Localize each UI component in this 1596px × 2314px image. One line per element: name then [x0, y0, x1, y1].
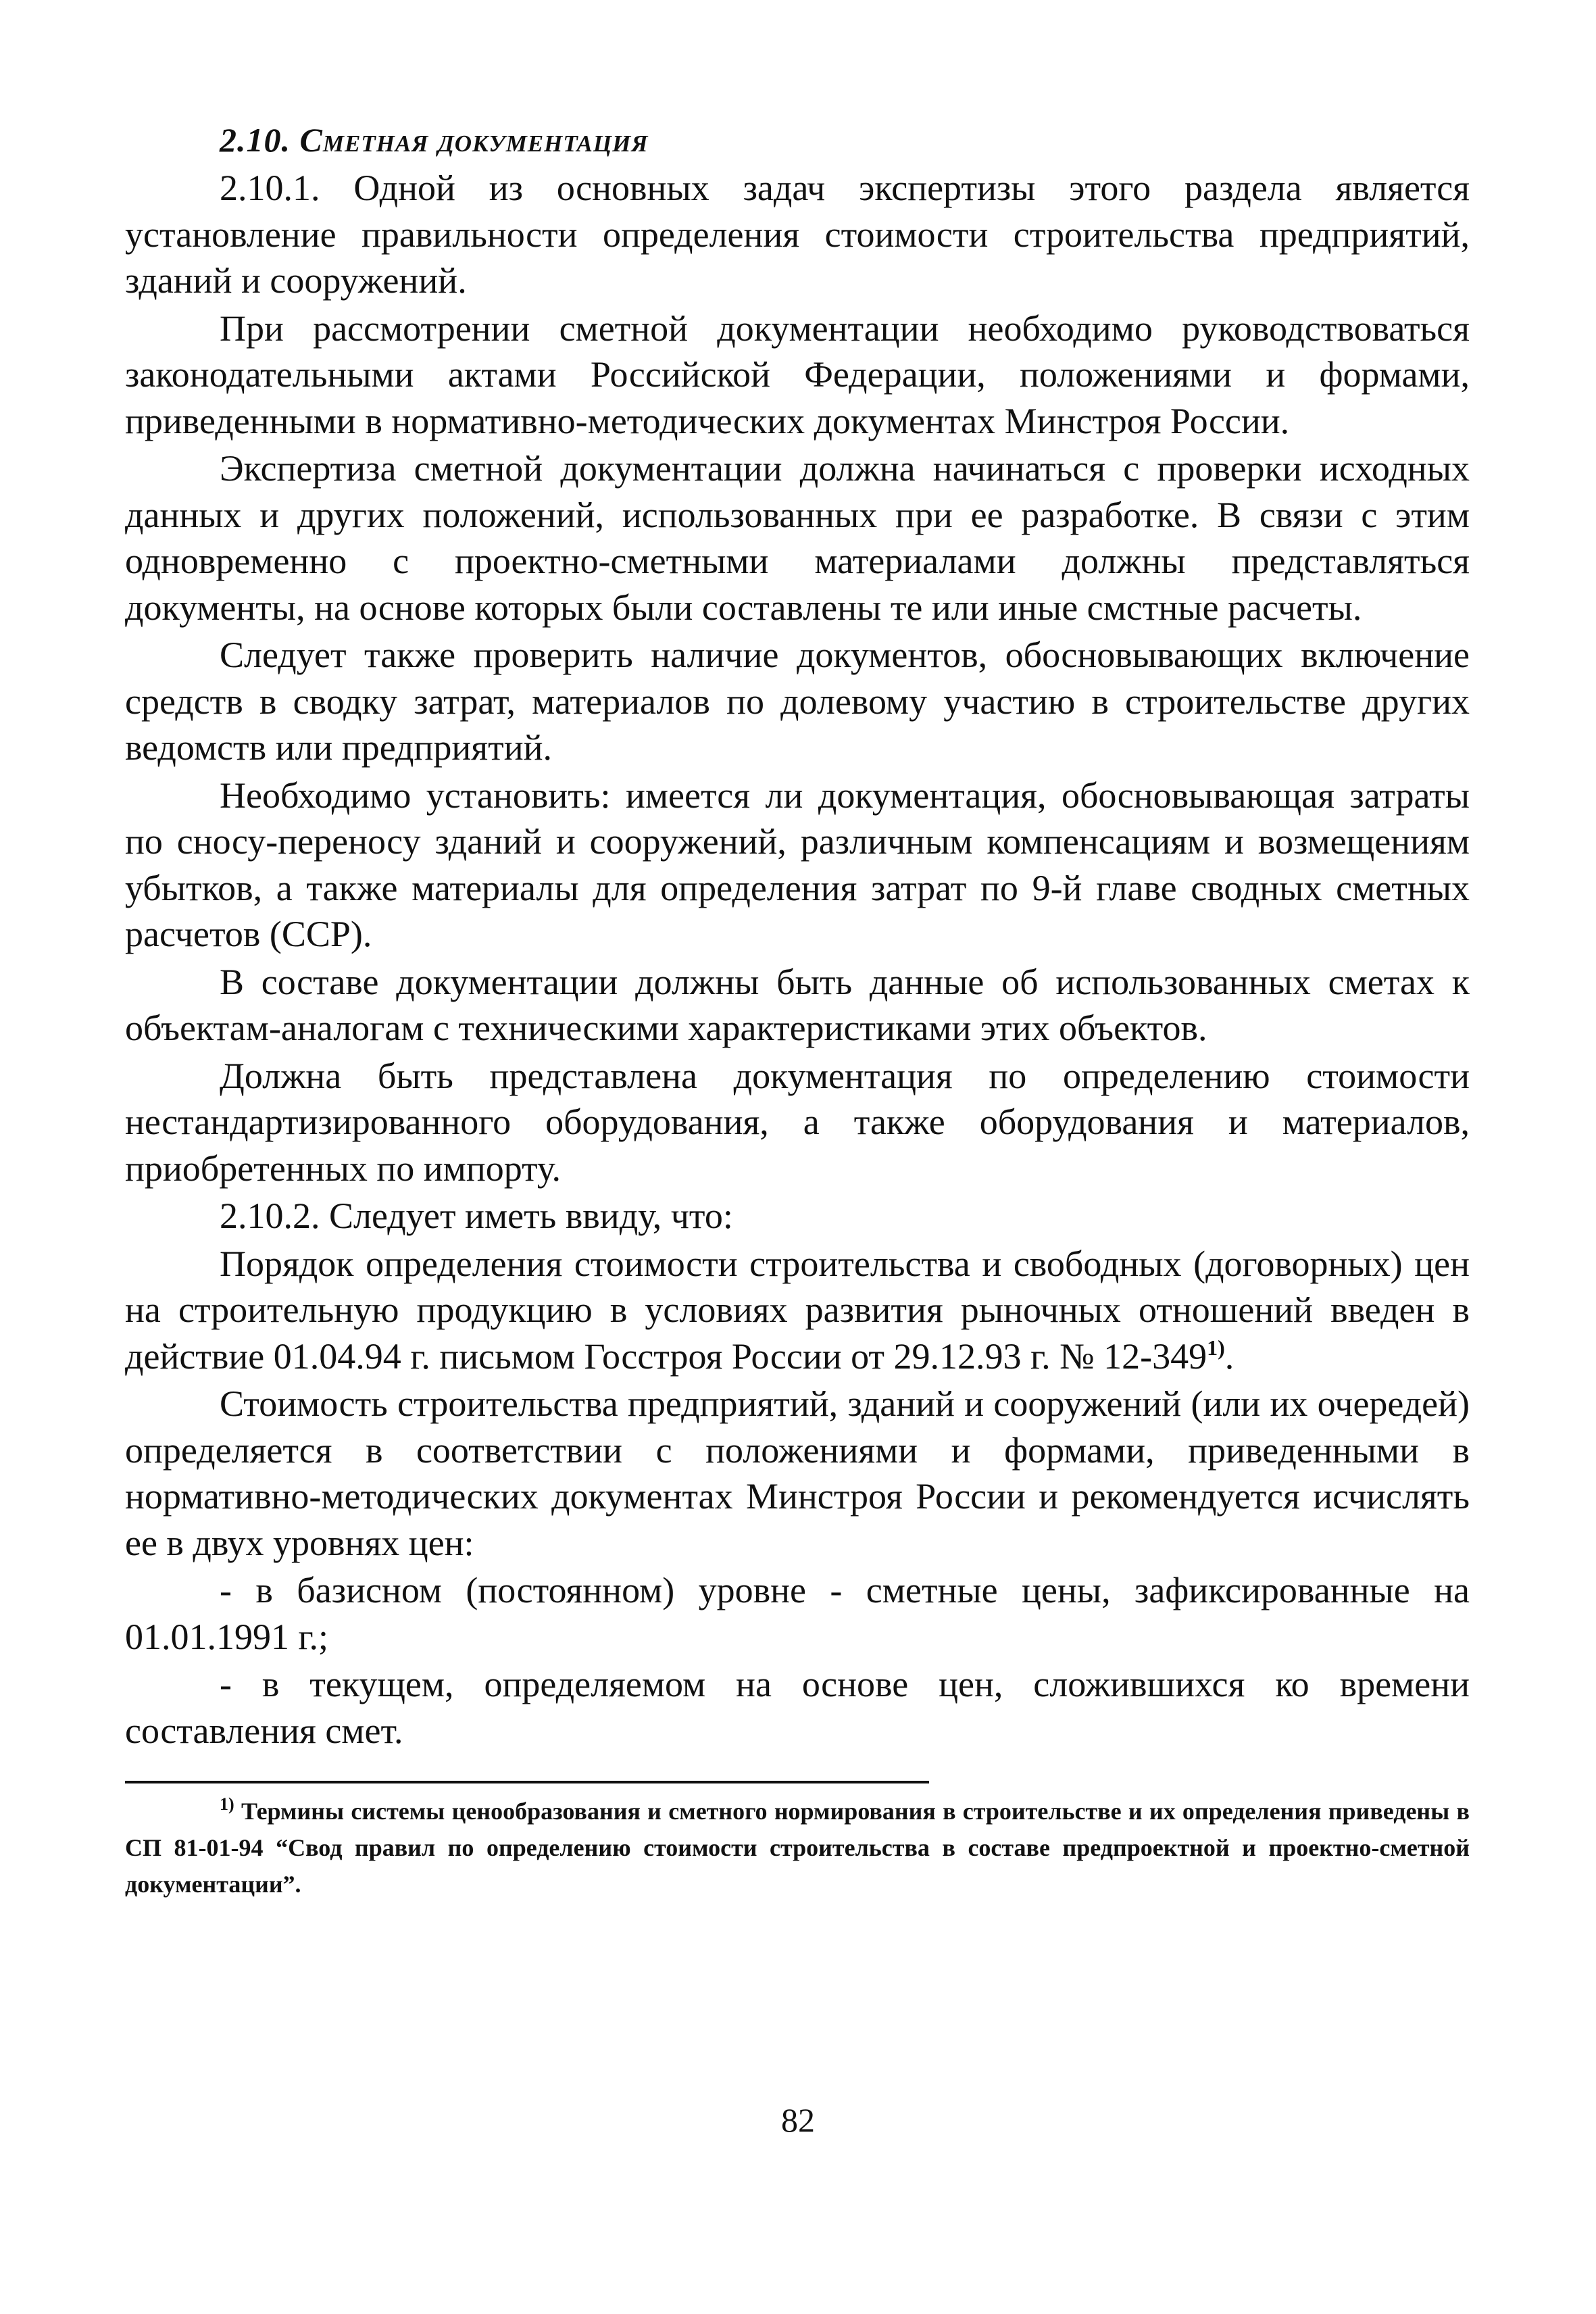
- footnote: [125, 1793, 1470, 1902]
- paragraph-pricing-order-text: Порядок определения стоимости строительства и свободных (договорных) цен на строительную продукцию в условиях развития рыночных отношений введен в действие 01.04.94 г. письмом Госстроя России от 29.12.93 г. № 12-349: [125, 1243, 1470, 1377]
- page-body: [125, 115, 1470, 1902]
- paragraph-equipment: Должна быть представлена документация по определению стоимости нестандартизированного оборудования, а также оборудования и материалов, приобретенных по импорту.: [125, 1055, 1470, 1189]
- section-heading: 2.10. Сметная документация: [220, 121, 649, 159]
- paragraph-2-10-2: 2.10.2. Следует иметь ввиду, что:: [220, 1196, 733, 1236]
- list-item-base-level: - в базисном (постоянном) уровне - сметные цены, зафиксированные на 01.01.1991 г.;: [125, 1570, 1470, 1657]
- paragraph-regulations: При рассмотрении сметной документации необходимо руководствоваться законодательными актами Российской Федерации, положениями и формами, приведенными в нормативно-методических документах Минстроя России.: [125, 307, 1470, 441]
- paragraph-establish: Необходимо установить: имеется ли документация, обосновывающая затраты по сносу-переносу зданий и сооружений, различным компенсациям и возмещениям убытков, а также материалы для определения затрат по 9-й главе сводных сметных расчетов (ССР).: [125, 774, 1470, 954]
- footnote-divider: [125, 1781, 929, 1783]
- paragraph-expertise-start: Экспертиза сметной документации должна начинаться с проверки исходных данных и других положений, использованных при ее разработке. В связи с этим одновременно с проектно-сметными материалами должны представляться документы, на основе которых были составлены те или иные смстные расчеты.: [125, 448, 1470, 628]
- footnote-reference: 1): [1207, 1335, 1225, 1360]
- paragraph-cost-levels: Стоимость строительства предприятий, зданий и сооружений (или их очередей) определяется в соответствии с положениями и формами, приведенными в нормативно-методических документах Минстроя России и рекомендуется исчислять ее в двух уровнях цен:: [125, 1383, 1470, 1563]
- paragraph-analog-estimates: В составе документации должны быть данные об использованных сметах к объектам-аналогам с техническими характеристиками этих объектов.: [125, 961, 1470, 1048]
- paragraph-pricing-order-end: .: [1224, 1335, 1235, 1377]
- paragraph-2-10-1: 2.10.1. Одной из основных задач экспертизы этого раздела является установление правильности определения стоимости строительства предприятий, зданий и сооружений.: [125, 168, 1470, 301]
- page-number: 82: [781, 2101, 815, 2139]
- paragraph-pricing-order: [125, 1241, 1470, 1380]
- list-item-current-level: - в текущем, определяемом на основе цен, сложившихся ко времени составления смет.: [125, 1664, 1470, 1751]
- footnote-mark: 1): [220, 1794, 234, 1814]
- footnote-text: Термины системы ценообразования и сметного нормирования в строительстве и их определения приведены в СП 81-01-94 “Свод правил по определению стоимости строительства в составе предпроектной и проектно-сметной документации”.: [125, 1798, 1470, 1898]
- paragraph-check-documents: Следует также проверить наличие документов, обосновывающих включение средств в сводку затрат, материалов по долевому участию в строительстве других ведомств или предприятий.: [125, 635, 1470, 768]
